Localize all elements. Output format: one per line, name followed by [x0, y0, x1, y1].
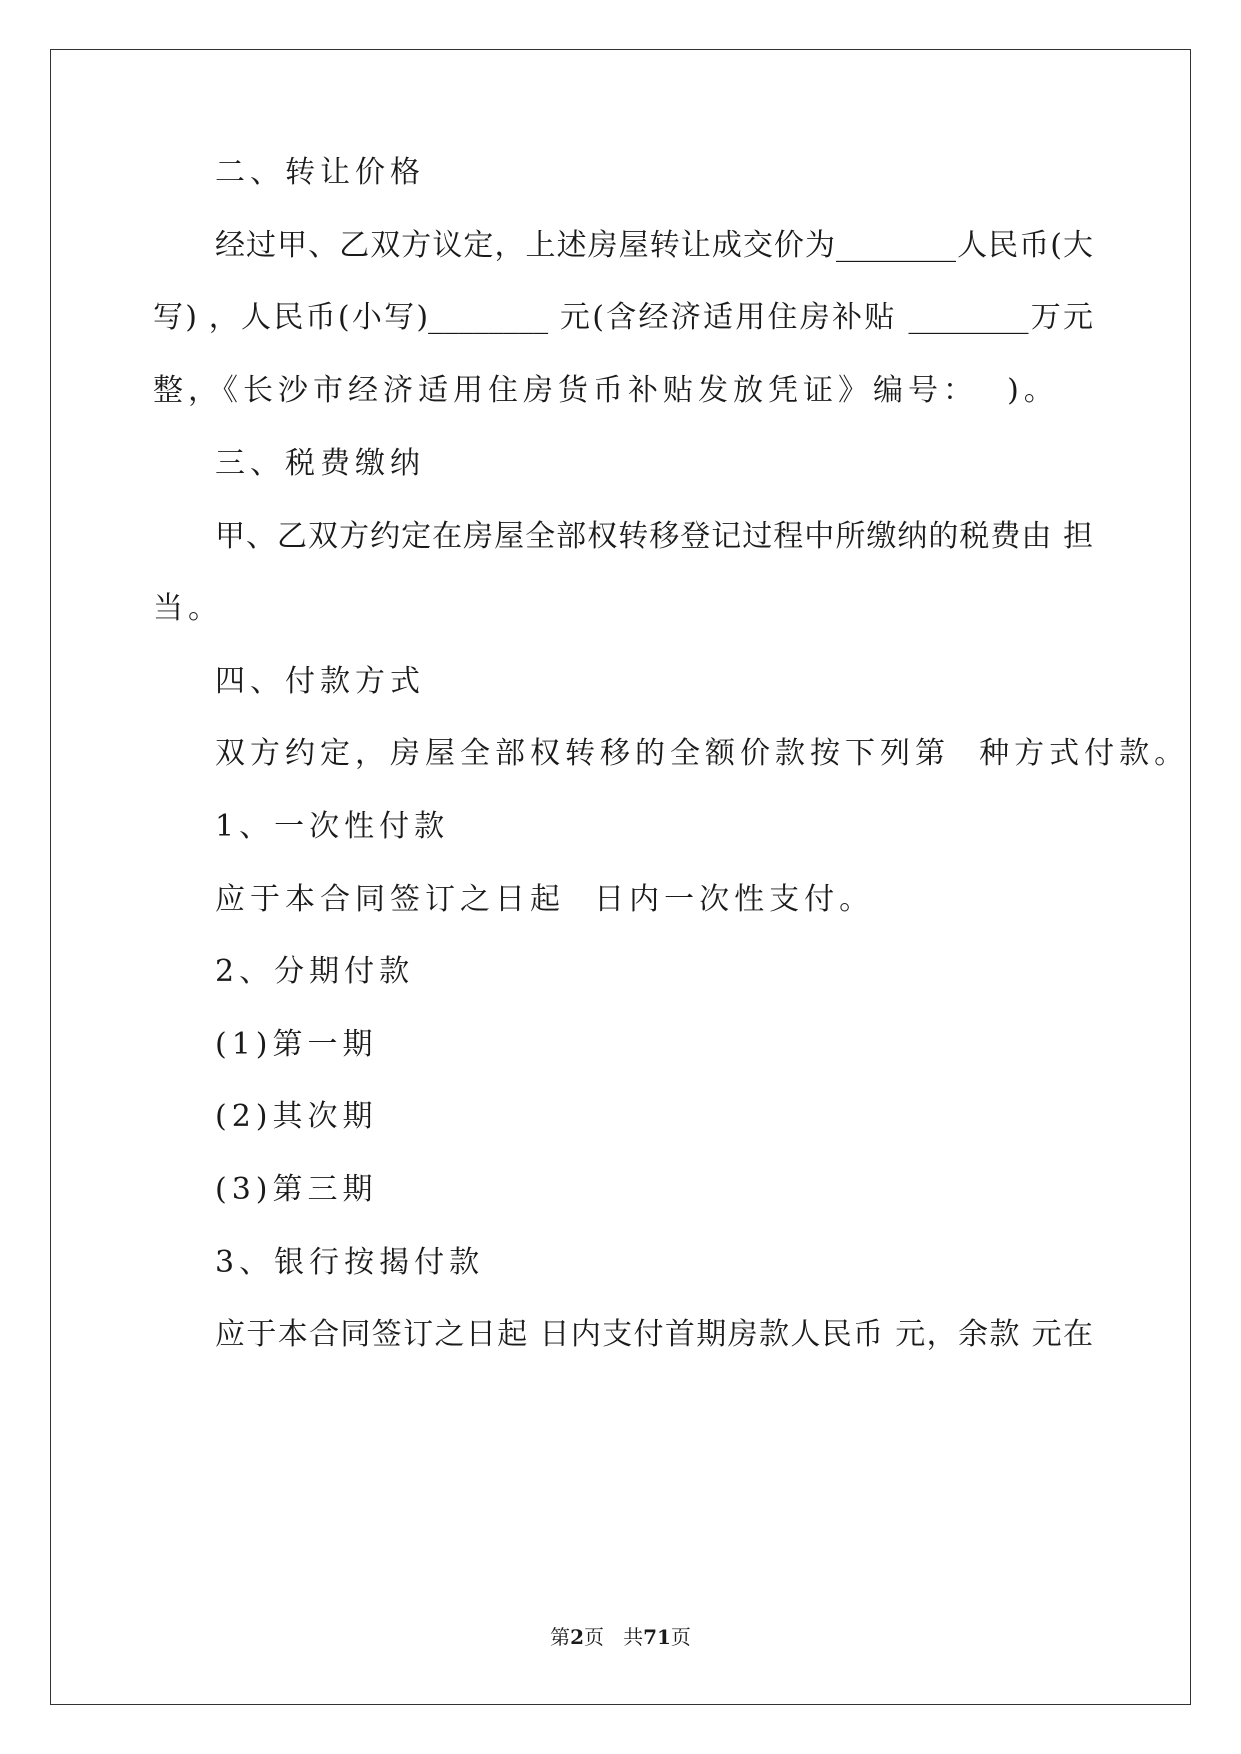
- footer-page-unit: 页: [584, 1625, 604, 1649]
- section-heading-price: 二、转让价格: [215, 155, 425, 190]
- page-footer: [0, 1625, 1241, 1649]
- footer-prefix: 第: [550, 1625, 571, 1649]
- paragraph-line: 双方约定，房屋全部权转移的全额价款按下列第 种方式付款。: [215, 736, 1190, 771]
- list-item-heading: 3、银行按揭付款: [215, 1245, 485, 1280]
- paragraph-line: 当。: [153, 591, 223, 626]
- paragraph-line: 整，《长沙市经济适用住房货币补贴发放凭证》编号： )。: [153, 373, 1059, 408]
- list-item-heading: 1、一次性付款: [215, 809, 450, 844]
- section-heading-tax: 三、税费缴纳: [215, 446, 425, 481]
- section-heading-payment: 四、付款方式: [215, 664, 425, 699]
- list-item-heading: 2、分期付款: [215, 954, 415, 989]
- paragraph-line: 应于本合同签订之日起 日内一次性支付。: [215, 882, 875, 917]
- footer-total-unit: 页: [670, 1625, 691, 1649]
- paragraph-line: 经过甲、乙双方议定，上述房屋转让成交价为________人民币(大: [215, 228, 1093, 263]
- footer-total-pages: 71: [643, 1625, 671, 1649]
- paragraph-line: 应于本合同签订之日起 日内支付首期房款人民币 元，余款 元在: [215, 1317, 1093, 1352]
- footer-total-prefix: 共: [623, 1625, 644, 1649]
- footer-page-number: 2: [570, 1625, 584, 1649]
- paragraph-line: 写) ，人民币(小写)________ 元(含经济适用住房补贴 ________万元: [153, 300, 1093, 335]
- list-item: (2)其次期: [215, 1099, 378, 1134]
- list-item: (1)第一期: [215, 1027, 378, 1062]
- list-item: (3)第三期: [215, 1172, 378, 1207]
- paragraph-line: 甲、乙双方约定在房屋全部权转移登记过程中所缴纳的税费由 担: [215, 519, 1093, 554]
